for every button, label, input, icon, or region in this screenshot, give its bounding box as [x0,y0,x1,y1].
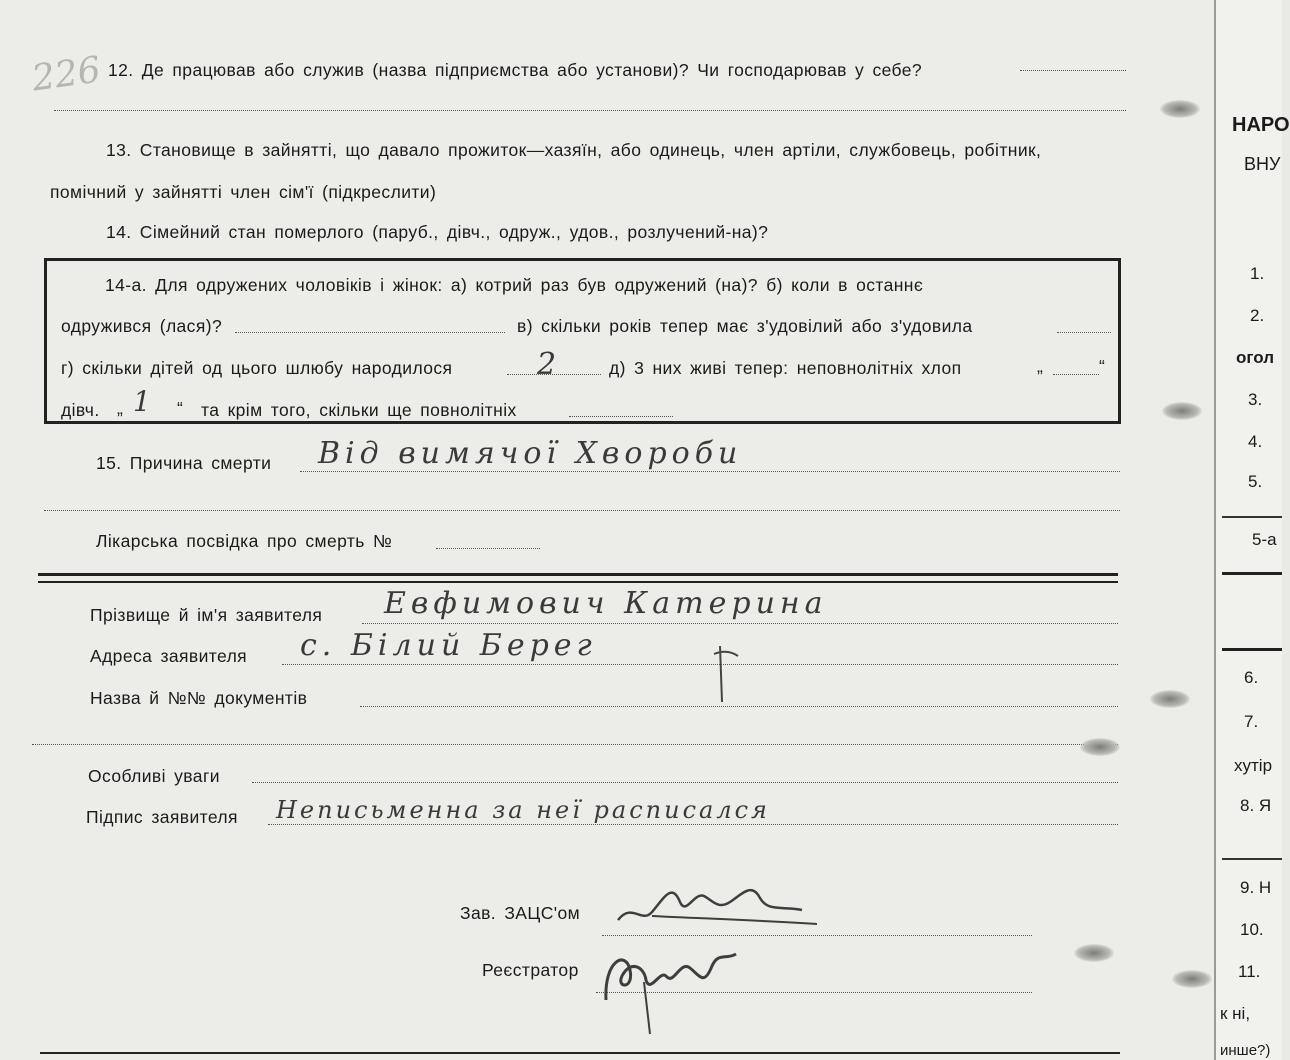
q14a-adults-line [569,416,673,417]
facing-page-item: 6. [1244,668,1259,687]
paper-damage [1172,970,1212,988]
applicant-name-line [362,623,1118,624]
q12-answer-line [1020,70,1126,71]
paper-damage [1162,402,1202,420]
q14a-girls-quote-close: “ [177,398,184,418]
applicant-name-value: Евфимович Катерина [384,586,828,621]
bottom-edge-rule [40,1052,1120,1054]
address-annotation-mark [706,640,746,710]
facing-page-item: хутір [1234,756,1273,775]
q14a-box [44,258,1121,424]
special-notes-label: Особливі уваги [88,766,220,786]
facing-page-item: 3. [1248,390,1263,409]
paper-damage [1160,100,1200,118]
facing-page-item: 2. [1250,306,1265,325]
q14a-children-count: 2 [537,347,562,382]
q14a-boys-quote-close: “ [1099,356,1106,376]
facing-page-item: к ні, [1220,1004,1251,1023]
facing-page-item: 7. [1244,712,1259,731]
q12-text: 12. Де працював або служив (назва підприємства або установи)? Чи господарював у себе? [108,60,923,80]
facing-page-item: 11. [1238,962,1261,981]
facing-page-item: 5-а [1252,530,1277,549]
q14a-line1: 14-а. Для одружених чоловіків і жінок: а) котрий раз був одружений (на)? б) коли в останнє [105,275,924,295]
facing-page-item: инше?) [1220,1042,1271,1059]
section-divider-top [38,573,1118,576]
q12-answer-line-2 [54,110,1126,111]
q14a-widow-years-line [1057,332,1111,333]
registrar-signature [596,920,766,1040]
paper-damage [1074,944,1114,962]
facing-page-item: 8. Я [1240,796,1272,815]
applicant-signature-line [268,824,1118,825]
q14a-girls-quote-open: „ [117,398,124,418]
q14a-married-when-line [235,332,505,333]
q14a-line2b: в) скільки років тепер має з'удовілий або з'удовила [517,316,973,336]
facing-page-header-2: ВНУ [1244,154,1281,174]
applicant-signature-label: Підпис заявителя [86,807,238,827]
q14a-line3b: д) 3 них живі тепер: неповнолітніх хлоп [609,358,962,378]
q14a-line4a: дівч. [61,400,100,420]
q15-cause-of-death: Від вимячої Хвороби [318,436,743,471]
applicant-name-label: Прізвище й ім'я заявителя [90,605,323,625]
facing-page-item: 9. Н [1240,878,1272,897]
facing-page-item: 4. [1248,432,1263,451]
q15-label: 15. Причина смерти [96,453,272,473]
q14a-line4b: та крім того, скільки ще повнолітніх [201,400,517,420]
paper-damage [1080,738,1120,756]
facing-page-item: 10. [1240,920,1264,939]
facing-page-header-1: НАРО [1232,114,1290,136]
q14a-boys-line [1053,374,1099,375]
facing-page-rule [1222,648,1282,651]
facing-page [1214,0,1290,1060]
q14a-boys-quote-open: „ [1037,356,1044,376]
q14-text: 14. Сімейний стан померлого (паруб., дівч., одруж., удов., розлучений-на)? [106,222,769,242]
margin-note: 226 [29,49,104,100]
zags-head-label: Зав. ЗАЦС'ом [460,903,581,923]
facing-page-rule [1222,858,1282,860]
medical-certificate-number-line [436,548,540,549]
facing-page-item: 1. [1250,264,1265,283]
applicant-signature-value: Неписьменна за неї расписался [276,796,770,824]
paper-damage [1150,690,1190,708]
documents-line-2 [32,744,1118,745]
applicant-address-line [282,664,1118,665]
q15-answer-line [300,471,1120,472]
registrar-label: Реєстратор [482,960,579,980]
facing-page-rule [1222,516,1282,518]
facing-page-rule [1222,572,1282,575]
q14a-girls-count: 1 [133,385,156,418]
applicant-address-value: с. Білий Берег [300,628,597,663]
applicant-address-label: Адреса заявителя [90,646,248,666]
documents-label: Назва й №№ документів [90,688,308,708]
q13-text-line1: 13. Становище в зайнятті, що давало прожиток—хазяїн, або одинець, член артіли, службовець, робітник, [106,140,1042,160]
q15-answer-line-2 [44,510,1120,511]
special-notes-line [252,782,1118,783]
facing-page-item: 5. [1248,472,1263,491]
q14a-line3a: г) скільки дітей од цього шлюбу народилося [61,358,453,378]
section-divider-bottom [38,581,1118,583]
q13-text-line2: помічний у зайнятті член сім'ї (підкреслити) [50,182,437,202]
medical-certificate-label: Лікарська посвідка про смерть № [96,531,393,551]
facing-page-item: огол [1236,348,1275,367]
q14a-line2a: одружився (лася)? [61,316,223,336]
